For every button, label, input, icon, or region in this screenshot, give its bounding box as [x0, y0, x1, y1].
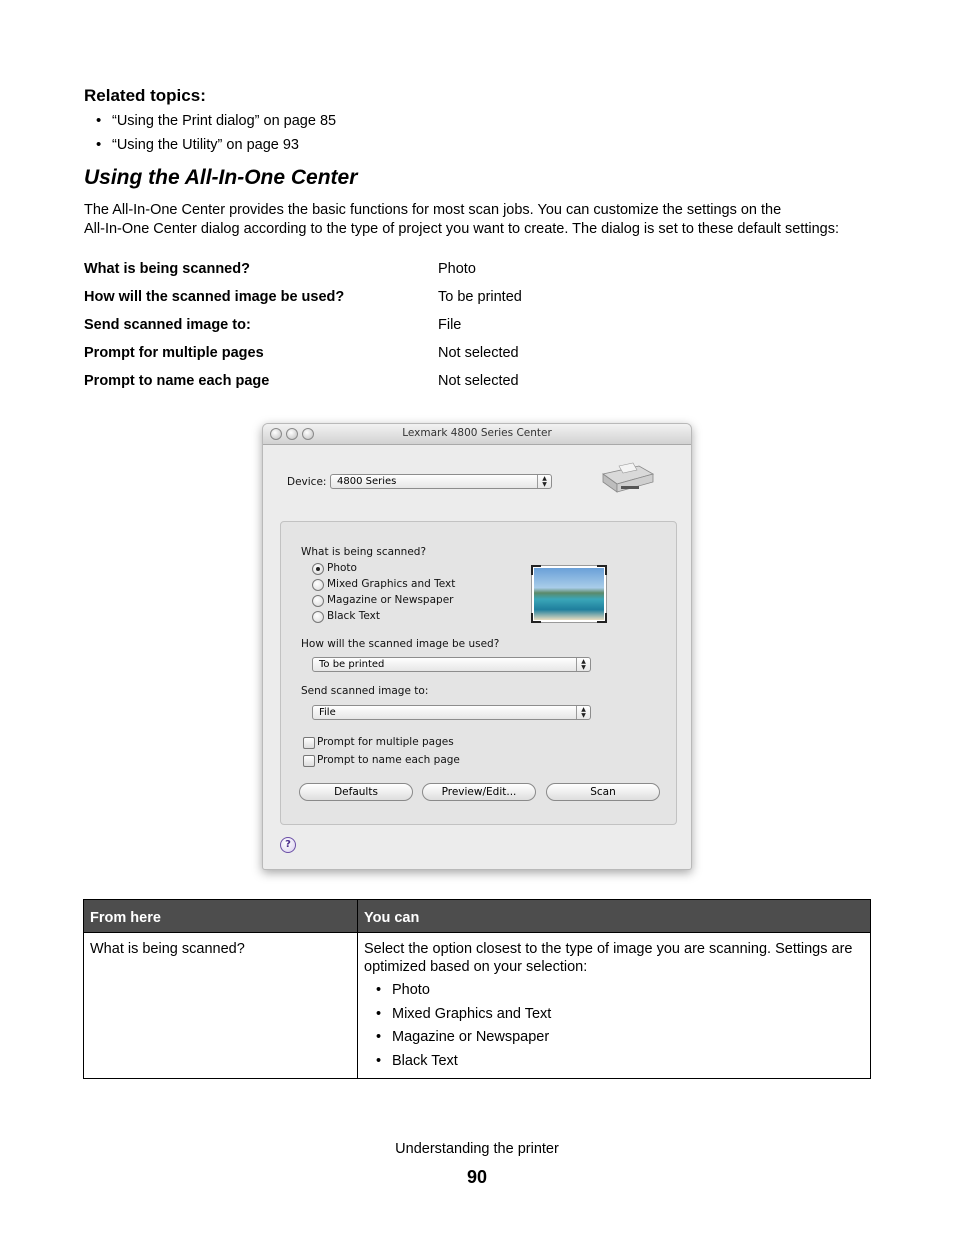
setting-label: What is being scanned?	[84, 261, 250, 277]
footer-chapter: Understanding the printer	[395, 1141, 559, 1157]
setting-row	[84, 373, 784, 401]
option-magazine-label: Magazine or Newspaper	[327, 594, 454, 606]
row-label-cell: What is being scanned?	[84, 933, 358, 1079]
send-popup[interactable]	[312, 705, 591, 720]
row-description-cell	[358, 933, 871, 1079]
list-item: • Photo	[364, 980, 864, 1004]
related-topics-list	[96, 111, 336, 159]
use-question-label: How will the scanned image be used?	[301, 638, 500, 650]
device-popup-value: 4800 Series	[337, 476, 397, 487]
scan-options-panel	[280, 521, 677, 825]
name-each-page-label: Prompt to name each page	[317, 754, 460, 766]
option-mixed-label: Mixed Graphics and Text	[327, 578, 456, 590]
radio-photo[interactable]	[312, 563, 324, 575]
option-list	[364, 980, 864, 1074]
send-popup-value: File	[319, 707, 336, 718]
row-description-text: Select the option closest to the type of image you are scanning. Settings are optimized based on your selection:	[364, 941, 853, 975]
popup-arrows-icon: ▲ ▼	[537, 475, 551, 488]
scan-button[interactable]: Scan	[546, 783, 660, 801]
checkbox-name-each-page[interactable]	[303, 755, 315, 767]
dialog-titlebar	[263, 424, 691, 445]
related-link-print-dialog[interactable]: • “Using the Print dialog” on page 85	[96, 111, 336, 135]
setting-row	[84, 345, 784, 373]
preview-edit-button[interactable]: Preview/Edit...	[422, 783, 536, 801]
device-label: Device:	[287, 476, 327, 488]
photo-corner	[531, 613, 541, 623]
related-topics-heading: Related topics:	[84, 86, 206, 105]
photo-corner	[597, 565, 607, 575]
use-popup-value: To be printed	[319, 659, 385, 670]
checkbox-multiple-pages[interactable]	[303, 737, 315, 749]
header-you-can: You can	[358, 900, 871, 933]
page-number: 90	[466, 1167, 488, 1187]
photo-corner	[531, 565, 541, 575]
popup-arrows-icon: ▲ ▼	[576, 706, 590, 719]
printer-icon	[599, 460, 657, 496]
setting-row	[84, 261, 784, 289]
device-popup[interactable]	[330, 474, 552, 489]
use-popup[interactable]	[312, 657, 591, 672]
setting-row	[84, 289, 784, 317]
section-title: Using the All-In-One Center	[84, 166, 358, 189]
intro-line-2: All-In-One Center dialog according to the type of project you want to create. The dialog is set to these default settings:	[84, 221, 839, 237]
help-icon[interactable]: ?	[280, 837, 296, 853]
default-settings-list	[84, 261, 784, 401]
setting-value: To be printed	[438, 289, 522, 305]
table-header-row	[84, 900, 871, 933]
setting-value: Not selected	[438, 345, 519, 361]
popup-arrows-icon: ▲ ▼	[576, 658, 590, 671]
intro-line-1: The All-In-One Center provides the basic functions for most scan jobs. You can customize the settings on the	[84, 202, 782, 218]
option-black-text-label: Black Text	[327, 610, 380, 622]
photo-preview-image	[532, 566, 606, 622]
setting-value: Not selected	[438, 373, 519, 389]
setting-label: Prompt for multiple pages	[84, 345, 264, 361]
multiple-pages-label: Prompt for multiple pages	[317, 736, 454, 748]
setting-value: File	[438, 317, 462, 333]
setting-label: Prompt to name each page	[84, 373, 270, 389]
table-row	[84, 933, 871, 1079]
list-item: • Magazine or Newspaper	[364, 1027, 864, 1051]
setting-label: Send scanned image to:	[84, 317, 251, 333]
dialog-title: Lexmark 4800 Series Center	[402, 427, 552, 439]
list-item: • Mixed Graphics and Text	[364, 1004, 864, 1028]
setting-row	[84, 317, 784, 345]
radio-magazine[interactable]	[312, 595, 324, 607]
all-in-one-center-dialog	[262, 423, 692, 870]
option-photo-label: Photo	[327, 562, 357, 574]
setting-value: Photo	[438, 261, 476, 277]
header-from-here: From here	[84, 900, 358, 933]
setting-label: How will the scanned image be used?	[84, 289, 345, 305]
intro-paragraph	[84, 201, 884, 239]
send-label: Send scanned image to:	[301, 685, 429, 697]
radio-mixed-graphics[interactable]	[312, 579, 324, 591]
related-link-utility[interactable]: • “Using the Utility” on page 93	[96, 135, 336, 159]
scan-question-label: What is being scanned?	[301, 546, 427, 558]
reference-table	[83, 899, 871, 1079]
photo-corner	[597, 613, 607, 623]
list-item: • Black Text	[364, 1051, 864, 1075]
radio-black-text[interactable]	[312, 611, 324, 623]
defaults-button[interactable]: Defaults	[299, 783, 413, 801]
